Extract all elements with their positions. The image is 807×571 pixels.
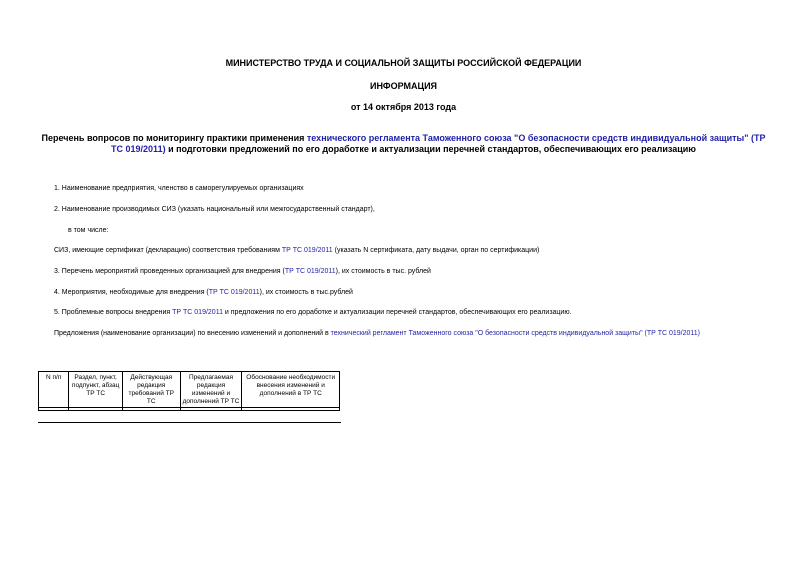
siz-text-a: СИЗ, имеющие сертификат (декларацию) соответствия требованиям <box>54 247 282 254</box>
col-proposed-header: Предлагаемая редакция изменений и дополнений ТР ТС <box>180 372 242 408</box>
item-4 <box>54 288 353 297</box>
item-5-regulation-link[interactable]: ТР ТС 019/2011 <box>172 309 223 316</box>
table-cell[interactable] <box>69 408 122 411</box>
proposals-table <box>38 371 340 411</box>
item-3 <box>54 267 431 276</box>
siz-regulation-link[interactable]: ТР ТС 019/2011 <box>281 247 333 254</box>
proposals-text: Предложения (наименование организации) по внесению изменений и дополнений в <box>54 330 331 337</box>
proposals-line <box>54 329 700 338</box>
item-2-including: в том числе: <box>68 227 109 234</box>
table-row <box>39 408 340 411</box>
heading-text-1: Перечень вопросов по мониторингу практики применения <box>41 133 307 143</box>
item-4-regulation-link[interactable]: ТР ТС 019/2011 <box>208 289 260 296</box>
document-date: от 14 октября 2013 года <box>350 102 457 112</box>
item-4-text-a: 4. Мероприятия, необходимые для внедрения ( <box>54 289 209 296</box>
col-section-header: Раздел, пункт, подпункт, абзац ТР ТС <box>69 372 122 408</box>
table-cell[interactable] <box>122 408 180 411</box>
item-5 <box>54 308 572 317</box>
item-5-text-a: 5. Проблемные вопросы внедрения <box>54 309 173 316</box>
document-heading <box>40 133 767 155</box>
table-bottom-rule <box>38 422 341 423</box>
table-header-row <box>39 372 340 408</box>
col-current-header: Действующая редакция требований ТР ТС <box>122 372 180 408</box>
item-3-text-a: 3. Перечень мероприятий проведенных организацией для внедрения ( <box>54 268 285 275</box>
proposals-regulation-link[interactable]: технический регламент Таможенного союза "О безопасности средств индивидуальной защиты" (ТР ТС 019/2011) <box>330 330 701 337</box>
item-1: 1. Наименование предприятия, членство в саморегулируемых организациях <box>54 185 304 192</box>
item-4-text-b: ), их стоимость в тыс.рублей <box>259 289 353 296</box>
siz-text-b: (указать N сертификата, дату выдачи, орган по сертификации) <box>332 247 540 254</box>
heading-text-2: и подготовки предложений по его доработке и актуализации перечней стандартов, обеспечивающих его реализацию <box>165 144 696 154</box>
table-cell[interactable] <box>39 408 69 411</box>
col-justification-header: Обоснование необходимости внесения изменений и дополнений в ТР ТС <box>242 372 340 408</box>
item-5-text-b: и предложения по его доработке и актуализации перечней стандартов, обеспечивающих его реализацию. <box>222 309 572 316</box>
item-2: 2. Наименование производимых СИЗ (указать национальный или межгосударственный стандарт), <box>54 206 375 213</box>
item-3-regulation-link[interactable]: ТР ТС 019/2011 <box>284 268 336 275</box>
item-siz-certified <box>54 246 539 255</box>
ministry-title: МИНИСТЕРСТВО ТРУДА И СОЦИАЛЬНОЙ ЗАЩИТЫ РОССИЙСКОЙ ФЕДЕРАЦИИ <box>225 58 582 68</box>
table-cell[interactable] <box>180 408 242 411</box>
regulation-link[interactable]: технического регламента Таможенного союза "О безопасности средств индивидуальной защиты" (ТР ТС 019/2011) <box>111 133 766 154</box>
table-cell[interactable] <box>242 408 340 411</box>
item-3-text-b: ), их стоимость в тыс. рублей <box>335 268 431 275</box>
document-type: ИНФОРМАЦИЯ <box>369 81 438 91</box>
col-number-header: N п/п <box>39 372 69 408</box>
